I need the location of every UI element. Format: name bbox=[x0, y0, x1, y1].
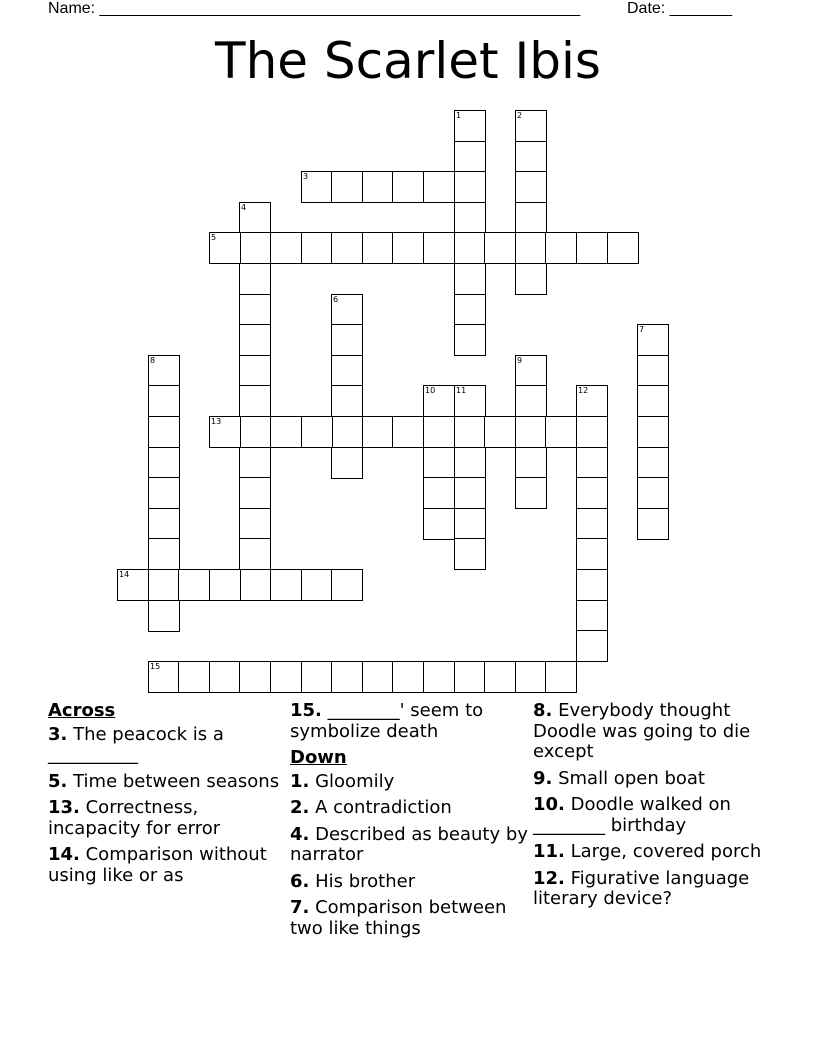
grid-cell[interactable] bbox=[576, 600, 608, 632]
grid-cell[interactable] bbox=[148, 661, 180, 693]
grid-cell[interactable] bbox=[637, 324, 669, 356]
clue-number-label: 6. bbox=[290, 870, 310, 892]
clues-column-2 bbox=[290, 701, 530, 945]
clue-text: Gloomily bbox=[309, 770, 395, 792]
grid-cell[interactable] bbox=[209, 232, 241, 264]
grid-cell[interactable] bbox=[454, 202, 486, 234]
grid-cell[interactable] bbox=[239, 416, 271, 448]
clues-column-1 bbox=[48, 701, 284, 892]
grid-cell[interactable] bbox=[454, 110, 486, 142]
grid-cell[interactable] bbox=[117, 569, 149, 601]
grid-cell[interactable] bbox=[148, 385, 180, 417]
clue-item bbox=[533, 869, 773, 910]
grid-cell[interactable] bbox=[454, 477, 486, 509]
clue-number: 6 bbox=[333, 295, 339, 304]
name-field-label: Name: ______________________________________________________ bbox=[48, 0, 581, 17]
grid-cell[interactable] bbox=[576, 385, 608, 417]
grid-cell[interactable] bbox=[331, 416, 363, 448]
grid-cell[interactable] bbox=[423, 508, 455, 540]
grid-cell[interactable] bbox=[515, 477, 547, 509]
clue-number-label: 1. bbox=[290, 770, 310, 792]
clue-text: The peacock is a __________ bbox=[48, 723, 224, 765]
grid-cell[interactable] bbox=[270, 232, 302, 264]
grid-cell[interactable] bbox=[239, 355, 271, 387]
grid-cell[interactable] bbox=[454, 263, 486, 295]
grid-cell[interactable] bbox=[423, 661, 455, 693]
grid-cell[interactable] bbox=[178, 661, 210, 693]
clue-number-label: 13. bbox=[48, 797, 80, 818]
clue-text: ________' seem to symbolize death bbox=[290, 700, 484, 742]
clue-item bbox=[48, 798, 284, 839]
clue-number-label: 10. bbox=[533, 794, 565, 815]
clue-number-label: 5. bbox=[48, 770, 68, 792]
grid-cell[interactable] bbox=[515, 171, 547, 203]
grid-cell[interactable] bbox=[178, 569, 210, 601]
grid-cell[interactable] bbox=[576, 538, 608, 570]
grid-cell[interactable] bbox=[515, 447, 547, 479]
grid-cell[interactable] bbox=[209, 661, 241, 693]
grid-cell[interactable] bbox=[515, 263, 547, 295]
grid-cell[interactable] bbox=[239, 202, 271, 234]
grid-cell[interactable] bbox=[270, 569, 302, 601]
clues-column-3 bbox=[533, 701, 773, 916]
clue-number: 2 bbox=[517, 111, 523, 120]
clue-item bbox=[290, 825, 530, 866]
grid-cell[interactable] bbox=[331, 232, 363, 264]
grid-cell[interactable] bbox=[515, 385, 547, 417]
grid-cell[interactable] bbox=[484, 232, 516, 264]
clue-text: Doodle walked on ________ birthday bbox=[533, 794, 731, 836]
grid-cell[interactable] bbox=[239, 263, 271, 295]
grid-cell[interactable] bbox=[454, 324, 486, 356]
grid-cell[interactable] bbox=[148, 416, 180, 448]
clue-number-label: 12. bbox=[533, 867, 565, 889]
clue-item bbox=[290, 701, 530, 742]
grid-cell[interactable] bbox=[576, 630, 608, 662]
grid-cell[interactable] bbox=[392, 416, 424, 448]
clue-item bbox=[290, 898, 530, 939]
grid-cell[interactable] bbox=[301, 661, 333, 693]
clue-item bbox=[48, 845, 284, 886]
date-field-label: Date: _______ bbox=[627, 0, 732, 17]
grid-cell[interactable] bbox=[301, 416, 333, 448]
grid-cell[interactable] bbox=[331, 324, 363, 356]
clue-text: Described as beauty by narrator bbox=[290, 823, 528, 865]
grid-cell[interactable] bbox=[148, 569, 180, 601]
grid-cell[interactable] bbox=[331, 355, 363, 387]
grid-cell[interactable] bbox=[209, 569, 241, 601]
grid-cell[interactable] bbox=[515, 232, 547, 264]
grid-cell[interactable] bbox=[148, 508, 180, 540]
grid-cell[interactable] bbox=[362, 171, 394, 203]
clue-text: Correctness, incapacity for error bbox=[48, 797, 221, 839]
grid-cell[interactable] bbox=[454, 171, 486, 203]
grid-cell[interactable] bbox=[576, 416, 608, 448]
grid-cell[interactable] bbox=[454, 141, 486, 173]
clue-text: Comparison without using like or as bbox=[48, 844, 267, 886]
grid-cell[interactable] bbox=[331, 661, 363, 693]
grid-cell[interactable] bbox=[423, 416, 455, 448]
grid-cell[interactable] bbox=[637, 447, 669, 479]
grid-cell[interactable] bbox=[576, 569, 608, 601]
grid-cell[interactable] bbox=[148, 355, 180, 387]
grid-cell[interactable] bbox=[239, 385, 271, 417]
clue-item bbox=[290, 798, 530, 819]
grid-cell[interactable] bbox=[301, 232, 333, 264]
clue-number-label: 4. bbox=[290, 823, 310, 845]
clue-text: Large, covered porch bbox=[564, 841, 762, 862]
grid-cell[interactable] bbox=[270, 416, 302, 448]
grid-cell[interactable] bbox=[148, 447, 180, 479]
grid-cell[interactable] bbox=[423, 447, 455, 479]
grid-cell[interactable] bbox=[331, 447, 363, 479]
grid-cell[interactable] bbox=[515, 416, 547, 448]
clue-number-label: 11. bbox=[533, 841, 565, 862]
grid-cell[interactable] bbox=[148, 538, 180, 570]
across-heading: Across bbox=[48, 700, 116, 721]
grid-cell[interactable] bbox=[331, 294, 363, 326]
grid-cell[interactable] bbox=[454, 508, 486, 540]
grid-cell[interactable] bbox=[239, 508, 271, 540]
grid-cell[interactable] bbox=[331, 385, 363, 417]
grid-cell[interactable] bbox=[454, 232, 486, 264]
clue-number: 15 bbox=[150, 662, 161, 671]
grid-cell[interactable] bbox=[423, 171, 455, 203]
grid-cell[interactable] bbox=[607, 232, 639, 264]
clue-number-label: 7. bbox=[290, 897, 310, 918]
clue-text: Figurative language literary device? bbox=[533, 867, 750, 909]
clue-number: 4 bbox=[241, 203, 247, 212]
down-heading: Down bbox=[290, 747, 347, 768]
clue-number: 9 bbox=[517, 356, 523, 365]
clue-number-label: 8. bbox=[533, 700, 553, 721]
clue-item bbox=[533, 795, 773, 836]
clue-number-label: 15. bbox=[290, 700, 322, 721]
clue-number: 7 bbox=[639, 325, 645, 334]
grid-cell[interactable] bbox=[454, 447, 486, 479]
grid-cell[interactable] bbox=[484, 416, 516, 448]
grid-cell[interactable] bbox=[515, 661, 547, 693]
page-title: The Scarlet Ibis bbox=[215, 32, 601, 90]
grid-cell[interactable] bbox=[362, 416, 394, 448]
grid-cell[interactable] bbox=[239, 447, 271, 479]
grid-cell[interactable] bbox=[545, 661, 577, 693]
clue-item bbox=[533, 701, 773, 763]
clue-item bbox=[290, 872, 530, 893]
grid-cell[interactable] bbox=[576, 508, 608, 540]
grid-cell[interactable] bbox=[331, 569, 363, 601]
grid-cell[interactable] bbox=[637, 508, 669, 540]
grid-cell[interactable] bbox=[301, 569, 333, 601]
grid-cell[interactable] bbox=[515, 141, 547, 173]
clue-number: 12 bbox=[578, 386, 589, 395]
clue-number-label: 2. bbox=[290, 797, 310, 818]
clue-item bbox=[48, 772, 284, 793]
grid-cell[interactable] bbox=[576, 477, 608, 509]
clue-text: Comparison between two like things bbox=[290, 897, 507, 939]
grid-cell[interactable] bbox=[637, 477, 669, 509]
grid-cell[interactable] bbox=[239, 569, 271, 601]
clue-number: 8 bbox=[150, 356, 156, 365]
grid-cell[interactable] bbox=[392, 232, 424, 264]
grid-cell[interactable] bbox=[239, 661, 271, 693]
clue-text: Everybody thought Doodle was going to die except bbox=[533, 700, 751, 762]
grid-cell[interactable] bbox=[301, 171, 333, 203]
clue-text: Time between seasons bbox=[67, 770, 280, 792]
clue-text: A contradiction bbox=[309, 797, 452, 818]
clue-number: 11 bbox=[456, 386, 467, 395]
grid-cell[interactable] bbox=[454, 416, 486, 448]
grid-cell[interactable] bbox=[423, 477, 455, 509]
grid-cell[interactable] bbox=[392, 171, 424, 203]
grid-cell[interactable] bbox=[392, 661, 424, 693]
grid-cell[interactable] bbox=[515, 110, 547, 142]
grid-cell[interactable] bbox=[454, 385, 486, 417]
clue-item bbox=[533, 769, 773, 790]
grid-cell[interactable] bbox=[515, 202, 547, 234]
grid-cell[interactable] bbox=[637, 416, 669, 448]
grid-cell[interactable] bbox=[148, 477, 180, 509]
grid-cell[interactable] bbox=[239, 477, 271, 509]
clue-text: His brother bbox=[309, 870, 416, 892]
grid-cell[interactable] bbox=[362, 232, 394, 264]
clue-number: 13 bbox=[211, 417, 222, 426]
clue-item bbox=[48, 725, 284, 766]
clue-text: Small open boat bbox=[552, 767, 705, 789]
clue-number-label: 3. bbox=[48, 723, 68, 745]
clue-number-label: 14. bbox=[48, 844, 80, 865]
grid-cell[interactable] bbox=[576, 232, 608, 264]
clue-number: 3 bbox=[303, 172, 309, 181]
grid-cell[interactable] bbox=[331, 171, 363, 203]
grid-cell[interactable] bbox=[270, 661, 302, 693]
grid-cell[interactable] bbox=[423, 385, 455, 417]
grid-cell[interactable] bbox=[239, 294, 271, 326]
grid-cell[interactable] bbox=[545, 416, 577, 448]
grid-cell[interactable] bbox=[484, 661, 516, 693]
grid-cell[interactable] bbox=[148, 600, 180, 632]
grid-cell[interactable] bbox=[576, 447, 608, 479]
grid-cell[interactable] bbox=[239, 324, 271, 356]
clue-number: 1 bbox=[456, 111, 462, 120]
grid-cell[interactable] bbox=[209, 416, 241, 448]
clue-number-label: 9. bbox=[533, 767, 553, 789]
grid-cell[interactable] bbox=[454, 661, 486, 693]
grid-cell[interactable] bbox=[515, 355, 547, 387]
grid-cell[interactable] bbox=[454, 294, 486, 326]
grid-cell[interactable] bbox=[362, 661, 394, 693]
clue-item bbox=[290, 772, 530, 793]
grid-cell[interactable] bbox=[637, 355, 669, 387]
grid-cell[interactable] bbox=[545, 232, 577, 264]
grid-cell[interactable] bbox=[637, 385, 669, 417]
grid-cell[interactable] bbox=[423, 232, 455, 264]
grid-cell[interactable] bbox=[239, 538, 271, 570]
grid-cell[interactable] bbox=[239, 232, 271, 264]
clue-item bbox=[533, 842, 773, 863]
grid-cell[interactable] bbox=[454, 538, 486, 570]
clue-number: 5 bbox=[211, 233, 217, 242]
clue-number: 14 bbox=[119, 570, 130, 579]
clue-number: 10 bbox=[425, 386, 436, 395]
